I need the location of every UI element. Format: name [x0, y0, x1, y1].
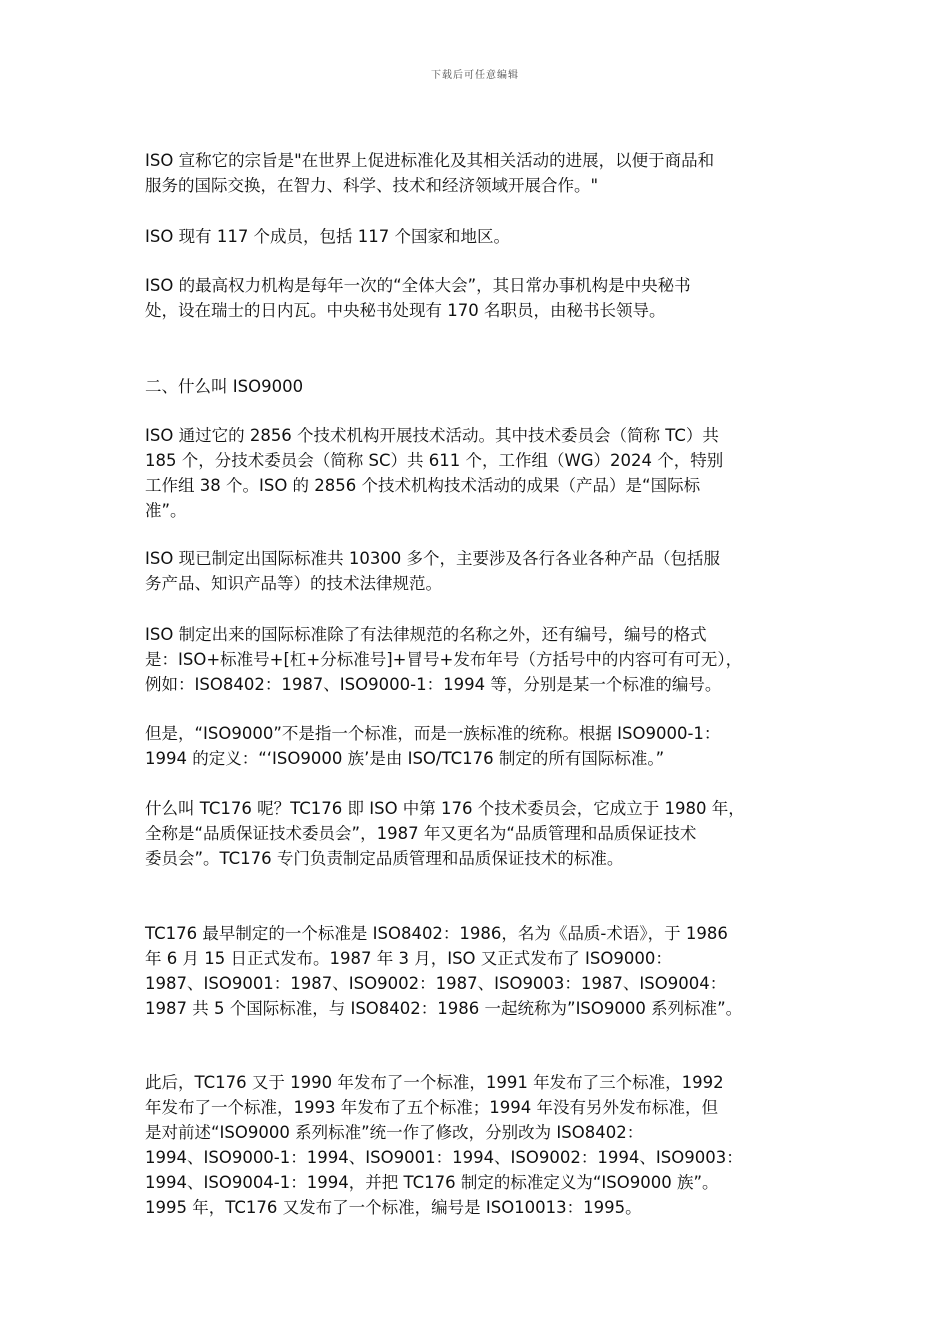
paragraph-iso-authority — [145, 273, 825, 323]
page-header-note: 下载后可任意编辑 — [431, 70, 519, 81]
text-line: ISO 的最高权力机构是每年一次的“全体大会”，其日常办事机构是中央秘书 — [145, 276, 691, 295]
paragraph-tc176 — [145, 796, 825, 871]
text-line: 1995 年，TC176 又发布了一个标准，编号是 ISO10013：1995。 — [145, 1198, 642, 1217]
paragraph-first-standards — [145, 921, 825, 1021]
text-line: 是：ISO+标准号+[杠+分标准号]+冒号+发布年号（方括号中的内容可有可无）， — [145, 650, 743, 669]
text-line: 1994 的定义：“‘ISO9000 族’是由 ISO/TC176 制定的所有国际标准。” — [145, 749, 665, 768]
text-line: 1987 共 5 个国际标准，与 ISO8402：1986 一起统称为”ISO9000 系列标准”。 — [145, 999, 743, 1018]
text-line: 1994、ISO9004-1：1994，并把 TC176 制定的标准定义为“ISO9000 族”。 — [145, 1173, 719, 1192]
text-line: 什么叫 TC176 呢？TC176 即 ISO 中第 176 个技术委员会，它成立于 1980 年， — [145, 799, 745, 818]
text-line: 例如：ISO8402：1987、ISO9000-1：1994 等，分别是某一个标准的编号。 — [145, 675, 722, 694]
text-line: 年 6 月 15 日正式发布。1987 年 3 月，ISO 又正式发布了 ISO9000： — [145, 949, 672, 968]
text-line: 工作组 38 个。ISO 的 2856 个技术机构技术活动的成果（产品）是“国际标 — [145, 476, 701, 495]
text-line: ISO 制定出来的国际标准除了有法律规范的名称之外，还有编号，编号的格式 — [145, 625, 707, 644]
paragraph-iso-purpose — [145, 148, 825, 198]
text-line: 是对前述“ISO9000 系列标准”统一作了修改，分别改为 ISO8402： — [145, 1123, 644, 1142]
paragraph-technical-bodies — [145, 423, 825, 523]
text-line: ISO 通过它的 2856 个技术机构开展技术活动。其中技术委员会（简称 TC）共 — [145, 426, 719, 445]
paragraph-later-revisions — [145, 1070, 825, 1220]
paragraph-numbering-format — [145, 622, 825, 697]
text-line: 委员会”。TC176 专门负责制定品质管理和品质保证技术的标准。 — [145, 849, 624, 868]
text-line: ISO 现有 117 个成员，包括 117 个国家和地区。 — [145, 227, 511, 246]
text-line: 服务的国际交换，在智力、科学、技术和经济领域开展合作。" — [145, 176, 599, 195]
text-line: 此后，TC176 又于 1990 年发布了一个标准，1991 年发布了三个标准，1992 — [145, 1073, 724, 1092]
paragraph-standards-count — [145, 546, 825, 596]
text-line: 准”。 — [145, 501, 187, 520]
text-line: TC176 最早制定的一个标准是 ISO8402：1986，名为《品质-术语》，于 1986 — [145, 924, 728, 943]
text-line: 处，设在瑞士的日内瓦。中央秘书处现有 170 名职员，由秘书长领导。 — [145, 301, 666, 320]
text-line: 但是，“ISO9000”不是指一个标准，而是一族标准的统称。根据 ISO9000-1： — [145, 724, 721, 743]
paragraph-iso-members — [145, 224, 825, 249]
text-line: 年发布了一个标准，1993 年发布了五个标准；1994 年没有另外发布标准，但 — [145, 1098, 718, 1117]
text-line: 1987、ISO9001：1987、ISO9002：1987、ISO9003：1987、ISO9004： — [145, 974, 727, 993]
text-line: 1994、ISO9000-1：1994、ISO9001：1994、ISO9002：1994、ISO9003： — [145, 1148, 743, 1167]
section-heading — [145, 374, 825, 399]
section-heading-text: 二、什么叫 ISO9000 — [145, 377, 304, 396]
text-line: 185 个，分技术委员会（简称 SC）共 611 个，工作组（WG）2024 个，特别 — [145, 451, 724, 470]
paragraph-iso9000-definition — [145, 721, 825, 771]
text-line: 务产品、知识产品等）的技术法律规范。 — [145, 574, 442, 593]
text-line: ISO 宣称它的宗旨是"在世界上促进标准化及其相关活动的进展，以便于商品和 — [145, 151, 715, 170]
text-line: ISO 现已制定出国际标准共 10300 多个，主要涉及各行各业各种产品（包括服 — [145, 549, 721, 568]
text-line: 全称是“品质保证技术委员会”，1987 年又更名为“品质管理和品质保证技术 — [145, 824, 697, 843]
